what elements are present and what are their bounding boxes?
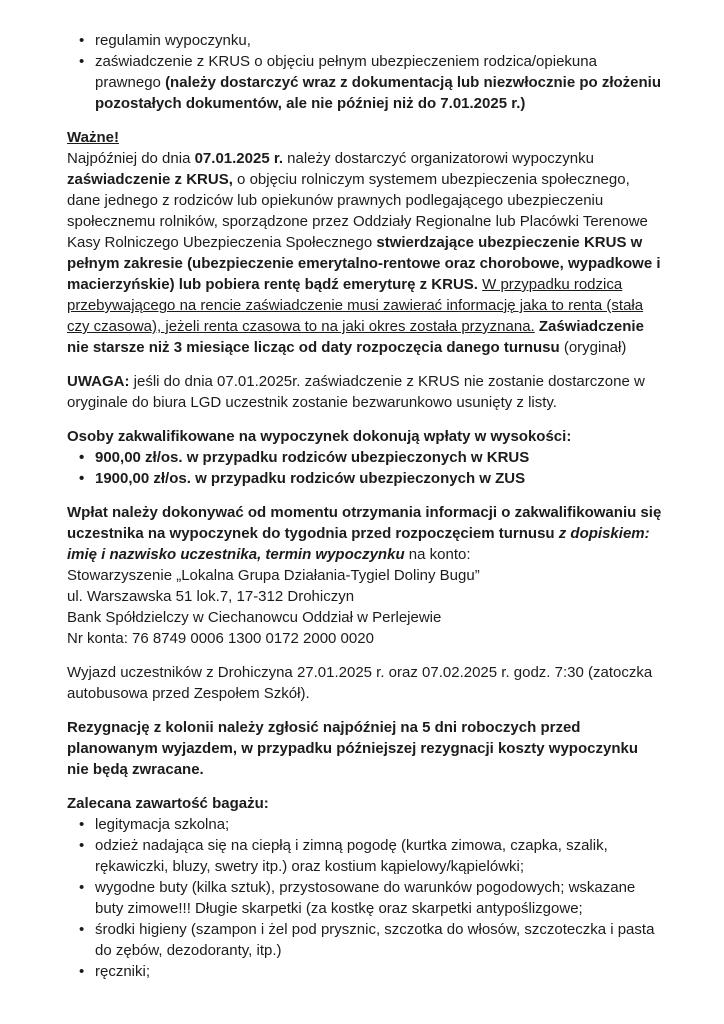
bullet-icon: •: [79, 963, 85, 980]
cancellation-paragraph: [67, 717, 662, 780]
text-run: o objęciu rolniczym systemem ubezpieczenia społecznego, dane jednego z rodziców lub opiekunów prawnych podlegającego ubezpieczeniu społecznemu rolników, sporządzone przez Oddziały Regionalne lub Placówki Terenowe Kasy Rolniczego Ubezpieczenia Społecznego: [67, 171, 648, 251]
departure-paragraph: [67, 662, 662, 704]
text-run: regulamin wypoczynku,: [95, 32, 251, 49]
text-run: Wyjazd uczestników z Drohiczyna 27.01.2025 r. oraz 07.02.2025 r. godz. 7:30 (zatoczka autobusowa przed Zespołem Szkół).: [67, 664, 653, 702]
list-item-zaswiadczenie-krus: [67, 51, 662, 114]
list-item-text: odzież nadająca się na ciepłą i zimną pogodę (kurtka zimowa, czapka, szalik, rękawiczki, bluzy, swetry itp.) oraz kostium kąpielowy/kąpielówki;: [95, 837, 608, 875]
uwaga-paragraph: [67, 371, 662, 413]
bullet-icon: •: [79, 32, 85, 49]
bullet-icon: •: [79, 449, 85, 466]
list-item-text: legitymacja szkolna;: [95, 816, 230, 833]
text-run-bold: 07.01.2025 r.: [194, 150, 284, 167]
list-item-legitymacja: [67, 814, 662, 835]
text-run-bold: Rezygnację z kolonii należy zgłosić najpóźniej na 5 dni roboczych przed planowanym wyjazdem, w przypadku późniejszej rezygnacji koszty wypoczynku nie będą zwracane.: [67, 719, 638, 778]
list-item-buty: [67, 877, 662, 919]
text-run-bold: zaświadczenie z KRUS,: [67, 171, 233, 188]
transfer-account-number: Nr konta: 76 8749 0006 1300 0172 2000 0020: [67, 630, 374, 647]
bullet-icon: •: [79, 470, 85, 487]
text-run-bold: Osoby zakwalifikowane na wypoczynek dokonują wpłaty w wysokości:: [67, 428, 572, 445]
list-item-srodki-higieny: [67, 919, 662, 961]
text-run-bold: Zalecana zawartość bagażu:: [67, 795, 269, 812]
text-run-bold: Wpłat należy dokonywać od momentu otrzymania informacji o zakwalifikowaniu się uczestnika na wypoczynek do tygodnia przed rozpoczęciem turnusu: [67, 504, 662, 542]
bullet-icon: •: [79, 53, 85, 70]
list-item-text: [95, 51, 662, 114]
list-item-text: środki higieny (szampon i żel pod prysznic, szczotka do włosów, szczoteczka i pasta do zębów, dezodoranty, itp.): [95, 921, 655, 959]
list-item-text: 1900,00 zł/os. w przypadku rodziców ubezpieczonych w ZUS: [95, 470, 526, 487]
list-item-odziez: [67, 835, 662, 877]
text-run-bold: UWAGA:: [67, 373, 130, 390]
text-run: jeśli do dnia 07.01.2025r. zaświadczenie z KRUS nie zostanie dostarczone w oryginale do biura LGD uczestnik zostanie bezwarunkowo usunięty z listy.: [67, 373, 645, 411]
text-run: Najpóźniej do dnia: [67, 150, 195, 167]
text-run-bold-underline: Ważne!: [67, 129, 119, 146]
text-run-bold: (należy dostarczyć wraz z dokumentacją lub niezwłocznie po złożeniu pozostałych dokumentów, ale nie później niż do 7.01.2025 r.): [95, 74, 661, 112]
text-run-underline: W przypadku rodzica przebywającego na rencie zaświadczenie musi zawierać informację jaka to renta (stała czy czasowa), jeżeli renta czasowa to na jaki okres została przyznana.: [67, 276, 644, 335]
list-item-regulamin: [67, 30, 662, 51]
required-documents-list: [67, 30, 662, 114]
list-item-text: ręczniki;: [95, 963, 151, 980]
luggage-list: [67, 814, 662, 982]
list-item-reczniki: [67, 961, 662, 982]
text-run: należy dostarczyć organizatorowi wypoczynku: [283, 150, 594, 167]
transfer-recipient: Stowarzyszenie „Lokalna Grupa Działania-Tygiel Doliny Bugu”: [67, 567, 480, 584]
payment-amounts-list: [67, 447, 662, 489]
krus-requirements-paragraph: [67, 148, 662, 358]
text-run-bold: stwierdzające ubezpieczenie KRUS w pełnym zakresie (ubezpieczenie emerytalno-rentowe oraz chorobowe, wypadkowe i macierzyńskie) lub pobiera rentę bądź emeryturę z KRUS.: [67, 234, 661, 293]
bullet-icon: •: [79, 816, 85, 833]
list-item-amount-krus: [67, 447, 662, 468]
bullet-icon: •: [79, 879, 85, 896]
text-run-bold-italic: z dopiskiem: imię i nazwisko uczestnika, termin wypoczynku: [67, 525, 650, 563]
text-run: zaświadczenie z KRUS o objęciu pełnym ubezpieczeniem rodzica/opiekuna prawnego: [95, 53, 597, 91]
text-run-bold: Zaświadczenie nie starsze niż 3 miesiące licząc od daty rozpoczęcia danego turnusu: [67, 318, 644, 356]
transfer-instruction: [67, 502, 662, 565]
transfer-section: [67, 502, 662, 649]
bullet-icon: •: [79, 837, 85, 854]
list-item-text: wygodne buty (kilka sztuk), przystosowane do warunków pogodowych; wskazane buty zimowe!!! Długie skarpetki (za kostkę oraz skarpetki antypoślizgowe;: [95, 879, 636, 917]
payment-heading: [67, 426, 662, 447]
important-heading: [67, 127, 662, 148]
list-item-amount-zus: [67, 468, 662, 489]
text-run: (oryginał): [559, 339, 627, 356]
list-item-text: [95, 30, 662, 51]
transfer-address: ul. Warszawska 51 lok.7, 17-312 Drohiczyn: [67, 588, 355, 605]
bullet-icon: •: [79, 921, 85, 938]
list-item-text: 900,00 zł/os. w przypadku rodziców ubezpieczonych w KRUS: [95, 449, 530, 466]
text-run: na konto:: [404, 546, 471, 563]
transfer-bank: Bank Spółdzielczy w Ciechanowcu Oddział w Perlejewie: [67, 609, 442, 626]
luggage-heading: [67, 793, 662, 814]
